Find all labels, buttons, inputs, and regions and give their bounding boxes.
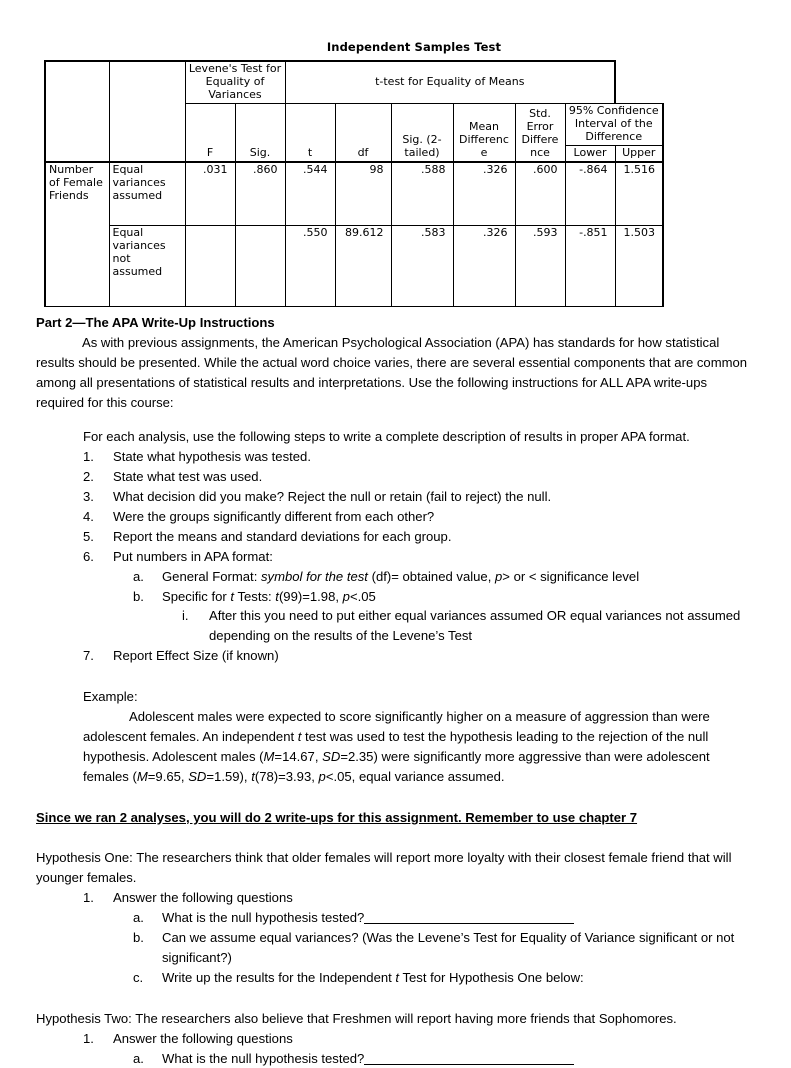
list-marker: a. bbox=[133, 1049, 162, 1068]
list-item-text: Report Effect Size (if known) bbox=[113, 646, 756, 666]
corner-cell-blank-2 bbox=[109, 61, 185, 162]
t-symbol: t bbox=[395, 970, 399, 985]
cell-t: .550 bbox=[285, 225, 335, 306]
m-symbol: M bbox=[137, 769, 148, 784]
list-item-text: Were the groups significantly different from each other? bbox=[113, 507, 756, 527]
list-item-text: Put numbers in APA format: bbox=[113, 547, 756, 567]
example-seg3: =14.67, bbox=[274, 749, 322, 764]
list-item-text bbox=[162, 587, 756, 607]
column-header-t: t bbox=[285, 103, 335, 161]
part2-heading: Part 2—The APA Write-Up Instructions bbox=[36, 313, 756, 333]
list-item-text: Can we assume equal variances? (Was the Levene’s Test for Equality of Variance significant or not significant?) bbox=[162, 928, 756, 968]
row-label-equal-variances-assumed: Equal variances assumed bbox=[109, 162, 185, 226]
p-symbol: p bbox=[343, 589, 350, 604]
cell-mean-difference: .326 bbox=[453, 225, 515, 306]
column-header-f: F bbox=[185, 103, 235, 161]
table-row bbox=[45, 225, 663, 306]
general-format-mid: (df)= obtained value, bbox=[368, 569, 495, 584]
row-label-equal-variances-not-assumed: Equal variances not assumed bbox=[109, 225, 185, 306]
list-item bbox=[36, 606, 756, 646]
example-seg2: test was used to test the hypothesis leading to the rejection of the null hypothesis. Adolescent males ( bbox=[83, 729, 708, 764]
notice-heading: Since we ran 2 analyses, you will do 2 write-ups for this assignment. Remember to use chapter 7 bbox=[36, 808, 756, 828]
cell-ci-lower: -.851 bbox=[565, 225, 615, 306]
list-item bbox=[36, 968, 756, 988]
cell-mean-difference: .326 bbox=[453, 162, 515, 226]
list-marker: 7. bbox=[83, 646, 113, 666]
cell-sig-2tailed: .588 bbox=[391, 162, 453, 226]
p-symbol: p bbox=[495, 569, 502, 584]
example-seg5: =9.65, bbox=[148, 769, 188, 784]
list-item-text bbox=[162, 968, 756, 988]
cell-std-error-difference: .600 bbox=[515, 162, 565, 226]
cell-std-error-difference: .593 bbox=[515, 225, 565, 306]
list-item bbox=[36, 888, 756, 908]
column-header-upper: Upper bbox=[615, 145, 663, 161]
cell-ci-upper: 1.503 bbox=[615, 225, 663, 306]
cell-ci-upper: 1.516 bbox=[615, 162, 663, 226]
list-item-text: Report the means and standard deviations for each group. bbox=[113, 527, 756, 547]
list-item-text bbox=[162, 567, 756, 587]
column-header-df: df bbox=[335, 103, 391, 161]
sd-symbol: SD bbox=[322, 749, 340, 764]
group-header-confidence-interval: 95% Confidence Interval of the Difference bbox=[565, 103, 663, 145]
list-item bbox=[36, 587, 756, 607]
example-seg1: Adolescent males were expected to score significantly higher on a measure of aggression than were adolescent females. An independent bbox=[83, 709, 710, 744]
cell-df: 98 bbox=[335, 162, 391, 226]
list-item bbox=[36, 1049, 756, 1068]
list-item bbox=[36, 527, 756, 547]
question-text: What is the null hypothesis tested? bbox=[162, 910, 364, 925]
cell-sig: .860 bbox=[235, 162, 285, 226]
list-item-text: State what hypothesis was tested. bbox=[113, 447, 756, 467]
group-header-ttest: t-test for Equality of Means bbox=[285, 61, 615, 103]
list-marker: 1. bbox=[83, 1029, 113, 1049]
list-marker: 2. bbox=[83, 467, 113, 487]
column-header-lower: Lower bbox=[565, 145, 615, 161]
cell-df: 89.612 bbox=[335, 225, 391, 306]
list-item-text: Answer the following questions bbox=[113, 1029, 756, 1049]
example-seg4: =2.35) were significantly more aggressive than were adolescent females ( bbox=[83, 749, 710, 784]
example-label: Example: bbox=[36, 687, 756, 707]
cell-f: .031 bbox=[185, 162, 235, 226]
column-header-sig-2tailed: Sig. (2-tailed) bbox=[391, 103, 453, 161]
list-item-text: What decision did you make? Reject the null or retain (fail to reject) the null. bbox=[113, 487, 756, 507]
specific-mid: Tests: bbox=[234, 589, 275, 604]
list-marker: 3. bbox=[83, 487, 113, 507]
hypothesis-one-statement: Hypothesis One: The researchers think that older females will report more loyalty with their closest female friend that will younger females. bbox=[36, 848, 756, 888]
list-item bbox=[36, 487, 756, 507]
general-format-pre: General Format: bbox=[162, 569, 261, 584]
document-body bbox=[36, 313, 756, 1068]
list-item bbox=[36, 567, 756, 587]
t-symbol: t bbox=[251, 769, 255, 784]
cell-ci-lower: -.864 bbox=[565, 162, 615, 226]
t-symbol: t bbox=[298, 729, 302, 744]
list-marker: a. bbox=[133, 908, 162, 928]
answer-blank-field[interactable] bbox=[364, 1052, 574, 1065]
list-item-text: State what test was used. bbox=[113, 467, 756, 487]
answer-blank-field[interactable] bbox=[364, 911, 574, 924]
spss-table-container bbox=[44, 40, 664, 307]
m-symbol: M bbox=[264, 749, 275, 764]
steps-intro: For each analysis, use the following steps to write a complete description of results in proper APA format. bbox=[36, 427, 756, 447]
specific-pre: Specific for bbox=[162, 589, 230, 604]
list-item bbox=[36, 1029, 756, 1049]
independent-samples-test-table bbox=[44, 60, 664, 307]
list-marker: c. bbox=[133, 968, 162, 988]
list-item-text: After this you need to put either equal variances assumed OR equal variances not assumed depending on the results of the Levene’s Test bbox=[209, 606, 756, 646]
row-label-variable: Number of Female Friends bbox=[45, 162, 109, 307]
sd-symbol: SD bbox=[188, 769, 206, 784]
list-marker: i. bbox=[182, 606, 209, 626]
cell-sig-2tailed: .583 bbox=[391, 225, 453, 306]
specific-post: <.05 bbox=[350, 589, 376, 604]
table-row bbox=[45, 162, 663, 226]
p-symbol: p bbox=[319, 769, 326, 784]
example-seg7: (78)=3.93, bbox=[255, 769, 319, 784]
list-marker: 4. bbox=[83, 507, 113, 527]
general-format-post: > or < significance level bbox=[502, 569, 639, 584]
cell-t: .544 bbox=[285, 162, 335, 226]
column-header-mean-difference: Mean Difference bbox=[453, 103, 515, 161]
writeup-pre: Write up the results for the Independent bbox=[162, 970, 395, 985]
list-item bbox=[36, 928, 756, 968]
list-item-text bbox=[162, 908, 756, 928]
list-item bbox=[36, 908, 756, 928]
part2-intro-paragraph: As with previous assignments, the American Psychological Association (APA) has standards for how statistical results should be presented. While the actual word choice varies, there are several essential components that are common among all presentations of statistical results and interpretations. Use the following instructions for ALL APA write-ups required for this course: bbox=[36, 333, 756, 413]
cell-f bbox=[185, 225, 235, 306]
list-marker: 5. bbox=[83, 527, 113, 547]
list-item bbox=[36, 447, 756, 467]
column-header-sig: Sig. bbox=[235, 103, 285, 161]
specific-mid-2: (99)=1.98, bbox=[279, 589, 343, 604]
list-item bbox=[36, 507, 756, 527]
list-item-text bbox=[162, 1049, 756, 1068]
table-title: Independent Samples Test bbox=[44, 40, 664, 54]
list-marker: 1. bbox=[83, 447, 113, 467]
cell-sig bbox=[235, 225, 285, 306]
list-marker: 1. bbox=[83, 888, 113, 908]
t-symbol: t bbox=[230, 589, 234, 604]
general-format-italic: symbol for the test bbox=[261, 569, 368, 584]
hypothesis-two-statement: Hypothesis Two: The researchers also believe that Freshmen will report having more friends that Sophomores. bbox=[36, 1009, 756, 1029]
corner-cell-blank bbox=[45, 61, 109, 162]
list-marker: 6. bbox=[83, 547, 113, 567]
list-marker: b. bbox=[133, 928, 162, 948]
example-seg8: <.05, equal variance assumed. bbox=[326, 769, 505, 784]
list-marker: a. bbox=[133, 567, 162, 587]
list-item-text: Answer the following questions bbox=[113, 888, 756, 908]
writeup-post: Test for Hypothesis One below: bbox=[399, 970, 584, 985]
list-marker: b. bbox=[133, 587, 162, 607]
example-paragraph bbox=[36, 707, 756, 787]
list-item bbox=[36, 646, 756, 666]
example-seg6: =1.59), bbox=[206, 769, 251, 784]
list-item bbox=[36, 467, 756, 487]
list-item bbox=[36, 547, 756, 567]
t-symbol: t bbox=[275, 589, 279, 604]
table-header-row-groups bbox=[45, 61, 663, 103]
question-text: What is the null hypothesis tested? bbox=[162, 1051, 364, 1066]
group-header-levene: Levene's Test for Equality of Variances bbox=[185, 61, 285, 103]
column-header-std-error-difference: Std. Error Difference bbox=[515, 103, 565, 161]
